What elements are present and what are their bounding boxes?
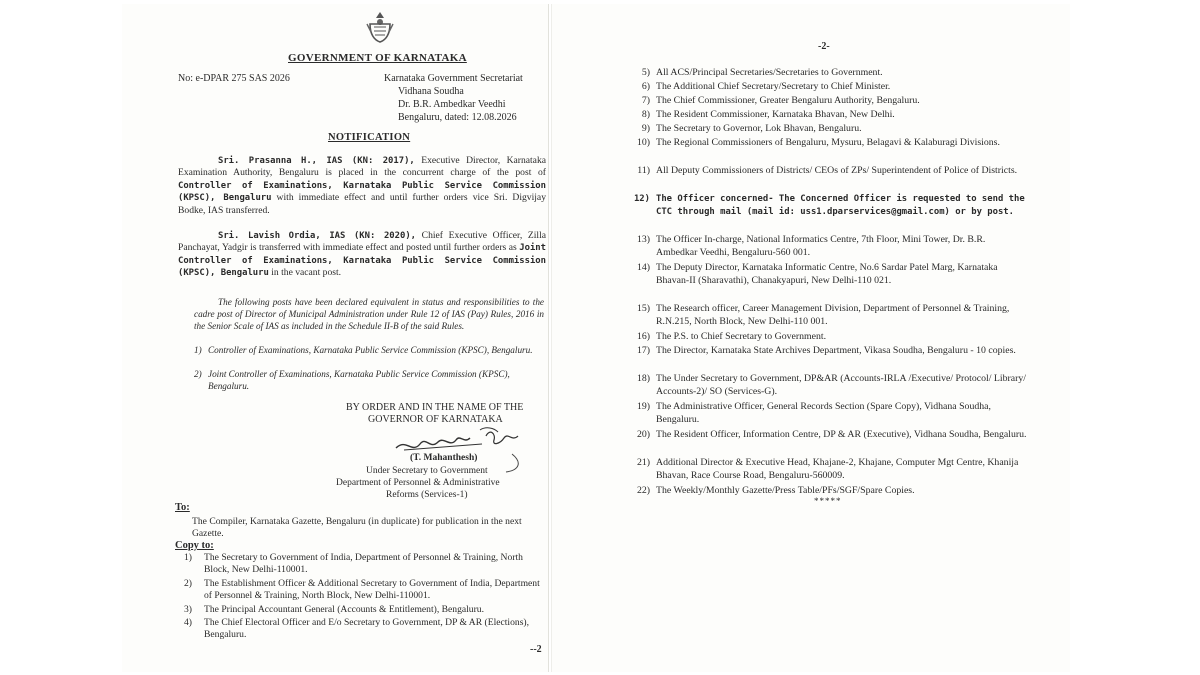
list-item-officer-concerned: 12) The Officer concerned- The Concerned Officer is requested to send the CTC through mail (mail id: uss1.dparservices@gmail.com) or by post. — [633, 194, 1025, 217]
list-item: 10) The Regional Commissioners of Bengaluru, Mysuru, Belagavi & Kalaburagi Divisions. — [636, 137, 1000, 148]
list-item: 11) All Deputy Commissioners of Districts/ CEOs of ZPs/ Superintendent of Police of Districts. — [637, 165, 1018, 176]
list-item: 4) The Chief Electoral Officer and E/o Secretary to Government, DP & AR (Elections), Bengaluru. — [184, 617, 530, 641]
list-item: 7) The Chief Commissioner, Greater Bengaluru Authority, Bengaluru. — [641, 95, 920, 106]
list-item: 1) The Secretary to Government of India, Department of Personnel & Training, North Block, New Delhi-110001. — [184, 552, 523, 576]
post-name-2: Joint Controller of Examinations, Karnataka Public Service Commission (KPSC), Bengaluru — [178, 243, 546, 279]
end-mark: ***** — [814, 496, 842, 506]
list-item: 17) The Director, Karnataka State Archives Department, Vikasa Soudha, Bengaluru - 10 copies. — [636, 345, 1016, 356]
document-page-1 — [122, 4, 548, 672]
equivalent-post-2: 2) Joint Controller of Examinations, Karnataka Public Service Commission (KPSC), Bengaluru. — [194, 369, 510, 391]
to-heading: To: — [175, 502, 190, 513]
notification-title: NOTIFICATION — [328, 132, 411, 143]
equivalence-note: The following posts have been declared equivalent in status and responsibilities to the cadre post of Director of Municipal Administration under Rule 12 of IAS (Pay) Rules, 2016 in the Senior Scale of IAS as included in the Schedule II-B of the said Rules. — [194, 297, 544, 331]
list-item: 22) The Weekly/Monthly Gazette/Press Table/PFs/SGF/Spare Copies. — [636, 485, 915, 496]
notification-paragraph-2: Sri. Lavish Ordia, IAS (KN: 2020), Chief Executive Officer, Zilla Panchayat, Yadgir is transferred with immediate effect and posted until further orders as Joint Controller of Examinations, Karnataka Public Service Commission (KPSC), Bengaluru in the vacant post. — [178, 230, 546, 279]
page-number: -2- — [818, 41, 830, 52]
post-name-1: Controller of Examinations, Karnataka Public Service Commission (KPSC), Bengaluru — [178, 180, 546, 204]
copy-to-heading: Copy to: — [175, 540, 214, 551]
equivalent-post-1: 1) Controller of Examinations, Karnataka Public Service Commission (KPSC), Bengaluru. — [194, 345, 533, 355]
list-item: 18) The Under Secretary to Government, DP&AR (Accounts-IRLA /Executive/ Protocol/ Library/ Accounts-2)/ SO (Services-G). — [636, 373, 1027, 397]
karnataka-emblem-icon — [364, 10, 396, 46]
list-item: 20) The Resident Officer, Information Centre, DP & AR (Executive), Vidhana Soudha, Bengaluru. — [636, 429, 1027, 440]
signatory-name: (T. Mahanthesh) — [410, 453, 478, 463]
list-item: 15) The Research officer, Career Management Division, Department of Personnel & Training, R.N.215, North Block, New Delhi-110 001. — [636, 303, 1010, 327]
list-item: 8) The Resident Commissioner, Karnataka Bhavan, New Delhi. — [641, 109, 895, 120]
officer-name-2: Sri. Lavish Ordia, IAS (KN: 2020), — [218, 231, 417, 241]
address-line-3: Dr. B.R. Ambedkar Veedhi — [398, 99, 506, 110]
document-page-2 — [552, 4, 1070, 672]
government-title: GOVERNMENT OF KARNATAKA — [288, 52, 467, 64]
list-item: 19) The Administrative Officer, General Records Section (Spare Copy), Vidhana Soudha, Bengaluru. — [636, 401, 991, 425]
notification-paragraph-1: Sri. Prasanna H., IAS (KN: 2017), Executive Director, Karnataka Examination Authority, Bengaluru is placed in the concurrent charge of the post of Controller of Examinations, Karnataka Public Service Commission (KPSC), Bengaluru with immediate effect and until further orders vice Sri. Digvijay Bodke, IAS transferred. — [178, 155, 546, 216]
designation-line-1: Under Secretary to Government — [366, 466, 488, 476]
officer-name-1: Sri. Prasanna H., IAS (KN: 2017), — [218, 156, 415, 166]
list-item: 3) The Principal Accountant General (Accounts & Entitlement), Bengaluru. — [184, 604, 484, 615]
to-recipient: The Compiler, Karnataka Gazette, Bengaluru (in duplicate) for publication in the next Gazette. — [192, 516, 522, 540]
list-item: 5) All ACS/Principal Secretaries/Secretaries to Government. — [641, 67, 883, 78]
reference-number: No: e-DPAR 275 SAS 2026 — [178, 73, 290, 84]
list-item: 13) The Officer In-charge, National Informatics Centre, 7th Floor, Mini Tower, Dr. B.R. Ambedkar Veedhi, Bengaluru-560 001. — [636, 234, 986, 258]
designation-line-3: Reforms (Services-1) — [386, 490, 468, 500]
address-line-2: Vidhana Soudha — [398, 86, 464, 97]
designation-line-2: Department of Personnel & Administrative — [336, 478, 500, 488]
list-item: 21) Additional Director & Executive Head, Khajane-2, Khajane, Computer Mgt Centre, Khanija Bhavan, Race Course Road, Bengaluru-560009. — [636, 457, 1019, 481]
page-continue-marker: --2 — [530, 644, 542, 655]
list-item: 14) The Deputy Director, Karnataka Informatic Centre, No.6 Sardar Patel Marg, Karnataka Bhavan-II (Sharavathi), Chanakyapuri, New Delhi-110 021. — [636, 262, 998, 286]
by-order-line-1: BY ORDER AND IN THE NAME OF THE — [346, 402, 524, 413]
list-item: 16) The P.S. to Chief Secretary to Government. — [636, 331, 827, 342]
address-line-1: Karnataka Government Secretariat — [384, 73, 523, 84]
list-item: 6) The Additional Chief Secretary/Secretary to Chief Minister. — [641, 81, 891, 92]
by-order-line-2: GOVERNOR OF KARNATAKA — [368, 414, 503, 425]
address-line-4: Bengaluru, dated: 12.08.2026 — [398, 112, 517, 123]
list-item: 9) The Secretary to Governor, Lok Bhavan, Bengaluru. — [641, 123, 862, 134]
list-item: 2) The Establishment Officer & Additional Secretary to Government of India, Department of Personnel & Training, North Block, New Delhi-110001. — [184, 578, 540, 602]
